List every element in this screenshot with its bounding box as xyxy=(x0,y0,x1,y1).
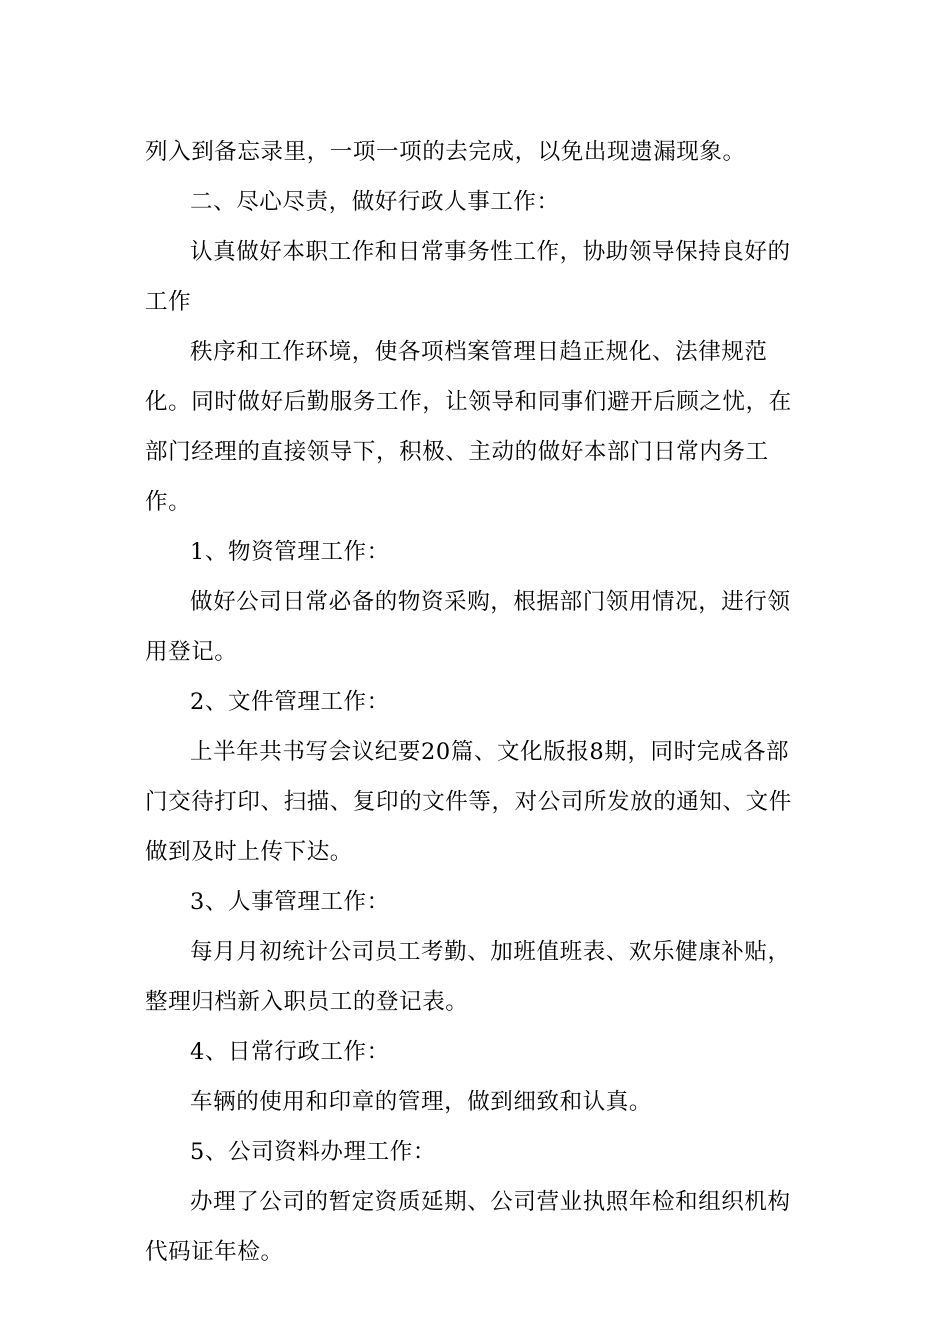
heading-daily-admin: 4、日常行政工作： xyxy=(190,1039,390,1065)
paragraph-daily-admin: 车辆的使用和印章的管理，做到细致和认真。 xyxy=(190,1089,653,1115)
paragraph-duties: 认真做好本职工作和日常事务性工作，协助领导保持良好的工作 xyxy=(145,239,791,315)
heading-materials-management: 1、物资管理工作： xyxy=(190,539,390,565)
paragraph-memo-continuation: 列入到备忘录里，一项一项的去完成，以免出现遗漏现象。 xyxy=(145,139,746,165)
heading-company-documents: 5、公司资料办理工作： xyxy=(190,1139,436,1165)
heading-file-management: 2、文件管理工作： xyxy=(190,689,390,715)
paragraph-personnel: 每月月初统计公司员工考勤、加班值班表、欢乐健康补贴，整理归档新入职员工的登记表。 xyxy=(145,939,791,1015)
paragraph-company-documents: 办理了公司的暂定资质延期、公司营业执照年检和组织机构代码证年检。 xyxy=(145,1189,791,1265)
paragraph-materials: 做好公司日常必备的物资采购，根据部门领用情况，进行领用登记。 xyxy=(145,589,791,665)
heading-section-two: 二、尽心尽责，做好行政人事工作： xyxy=(190,189,560,215)
paragraph-order-environment: 秩序和工作环境，使各项档案管理日趋正规化、法律规范化。同时做好后勤服务工作，让领导和同事们避开后顾之忧，在部门经理的直接领导下，积极、主动的做好本部门日常内务工作。 xyxy=(145,339,792,515)
paragraph-files: 上半年共书写会议纪要20篇、文化版报8期，同时完成各部门交待打印、扫描、复印的文件等，对公司所发放的通知、文件做到及时上传下达。 xyxy=(145,739,792,865)
heading-personnel-management: 3、人事管理工作： xyxy=(190,889,390,915)
document-body xyxy=(145,127,810,1277)
